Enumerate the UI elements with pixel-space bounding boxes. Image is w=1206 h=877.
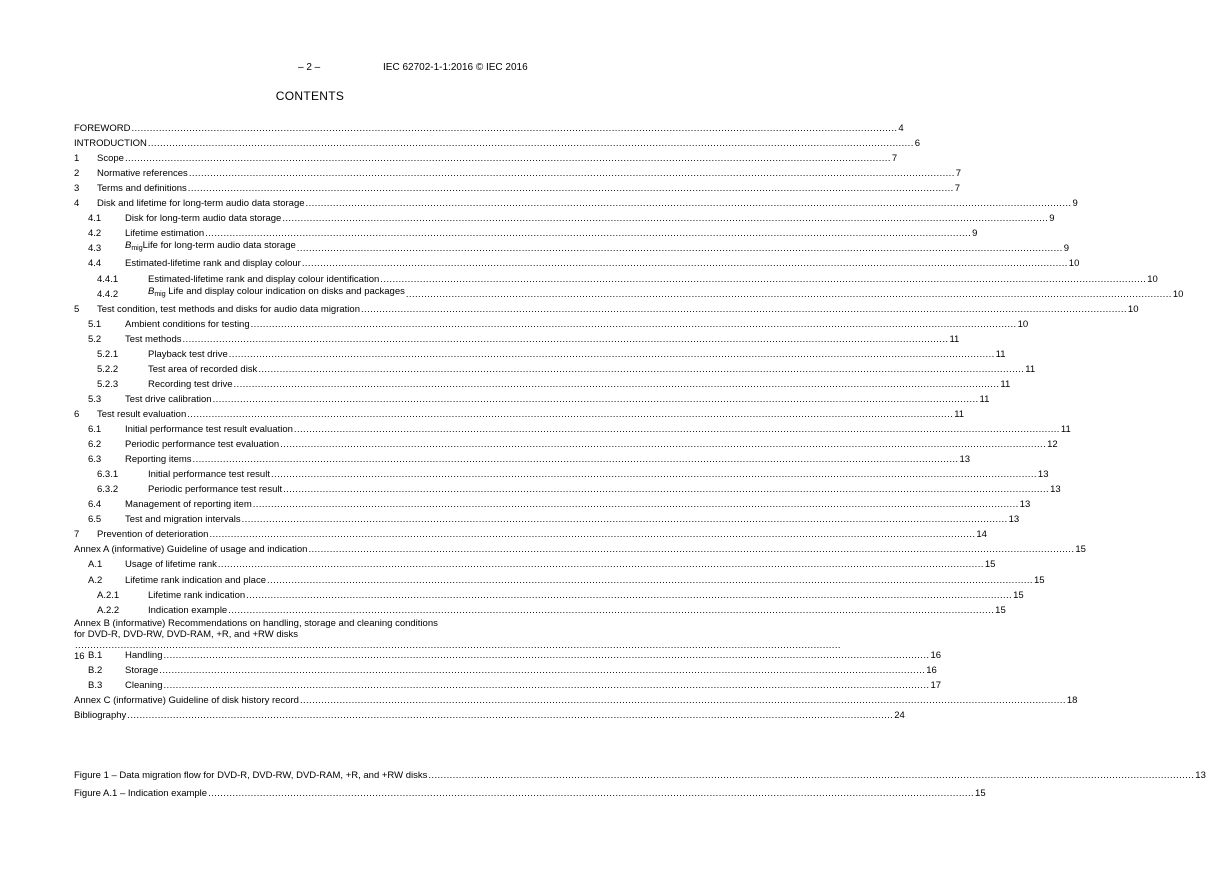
toc-entry[interactable]	[74, 362, 1036, 375]
leader-dots	[213, 394, 979, 405]
toc-entry-page: 11	[954, 408, 965, 420]
toc-entry[interactable]	[74, 573, 1045, 586]
leader-dots	[428, 770, 1194, 781]
leader-dots	[253, 499, 1019, 510]
toc-entry-page: 13	[1050, 484, 1061, 496]
toc-entry-number: B.3	[88, 679, 103, 691]
leader-dots	[300, 695, 1066, 706]
toc-entry-page: 11	[949, 333, 960, 345]
leader-dots	[271, 469, 1037, 480]
toc-entry-title-line2: for DVD-R, DVD-RW, DVD-RAM, +R, and +RW disks	[74, 628, 298, 640]
toc-entry-title: Annex C (informative) Guideline of disk history record	[74, 694, 299, 706]
symbol-b-mig: $B_{mig}$	[125, 240, 143, 253]
toc-entry-number: A.2.2	[97, 604, 120, 616]
toc-entry[interactable]	[74, 557, 996, 571]
toc-entry-page: 11	[979, 393, 990, 405]
symbol-b-mig: $B_{mig}$	[148, 285, 166, 298]
toc-entry-page: 17	[930, 679, 942, 691]
figure-entry[interactable]	[74, 786, 986, 799]
toc-entry[interactable]	[74, 256, 1080, 270]
toc-entry-page: 7	[954, 183, 961, 195]
leader-dots	[308, 544, 1074, 555]
toc-entry-title: Lifetime rank indication and place	[125, 574, 267, 586]
toc-entry-title: FOREWORD	[74, 123, 131, 134]
leader-dots	[233, 379, 999, 390]
leader-dots	[280, 439, 1046, 450]
toc-entry[interactable]	[74, 285, 1184, 300]
figure-entry-title: Figure 1 – Data migration flow for DVD-R, DVD-RW, DVD-RAM, +R, and +RW disks	[74, 770, 428, 781]
toc-entry-page: 10	[1127, 303, 1139, 315]
toc-entry[interactable]	[74, 542, 1086, 556]
leader-dots	[208, 788, 974, 799]
leader-dots	[406, 289, 1172, 300]
toc-entry[interactable]	[74, 663, 937, 676]
toc-entry-page: 24	[894, 709, 905, 721]
page-title: CONTENTS	[275, 89, 345, 103]
header-page-number: – 2 –	[298, 62, 321, 73]
leader-dots	[246, 590, 1012, 601]
toc-entry-title: Periodic performance test result	[148, 484, 283, 496]
toc-entry[interactable]	[74, 452, 971, 466]
toc-entry-title: Prevention of deterioration	[97, 529, 209, 541]
toc-entry-page: 11	[1025, 363, 1036, 375]
toc-entry[interactable]	[74, 136, 921, 150]
toc-entry-page: 18	[1066, 694, 1078, 706]
toc-entry-page: 9	[1072, 198, 1078, 210]
toc-entry-title: Test methods	[125, 333, 182, 345]
toc-entry-title: Reporting items	[125, 454, 192, 466]
toc-entry-page: 9	[972, 228, 978, 240]
leader-dots	[294, 424, 1060, 435]
leader-dots	[251, 319, 1017, 330]
toc-entry-title: Recording test drive	[148, 378, 233, 390]
toc-entry[interactable]	[74, 648, 942, 661]
toc-entry[interactable]	[74, 302, 1139, 315]
toc-entry-number: 4.3	[88, 243, 102, 255]
toc-entry-number: 4.1	[88, 213, 102, 225]
leader-dots	[164, 650, 930, 661]
toc-entry-title: Test condition, test methods and disks for audio data migration	[97, 303, 360, 315]
symbol-subscript: mig	[131, 245, 143, 253]
toc-entry-page: 13	[1037, 469, 1049, 481]
toc-entry[interactable]	[74, 121, 904, 134]
toc-entry-title-line1: Annex B (informative) Recommendations on handling, storage and cleaning conditions	[74, 617, 438, 629]
toc-entry[interactable]	[74, 211, 1055, 225]
toc-entry[interactable]	[74, 226, 978, 240]
toc-entry-number: 5.3	[88, 393, 102, 405]
toc-entry[interactable]	[74, 437, 1058, 451]
leader-dots	[283, 484, 1049, 495]
toc-entry-title: Annex A (informative) Guideline of usage and indication	[74, 544, 308, 556]
toc-entry-page: 11	[995, 348, 1006, 360]
toc-entry-number: 6.1	[88, 424, 102, 435]
toc-entry[interactable]	[74, 603, 1006, 616]
toc-entry[interactable]	[74, 482, 1061, 496]
toc-entry-page: 13	[959, 454, 971, 466]
toc-entry-number: 4.4.1	[97, 273, 119, 285]
toc-entry[interactable]	[74, 317, 1029, 330]
toc-entry-number: 6.3	[88, 454, 102, 466]
toc-entry-title: Handling	[125, 649, 163, 661]
leader-dots	[229, 349, 995, 360]
toc-entry-number: 6.3.2	[97, 484, 119, 496]
toc-entry-title: Usage of lifetime rank	[125, 559, 217, 571]
leader-dots	[125, 153, 891, 164]
leader-dots	[361, 304, 1127, 315]
toc-entry-page: 16	[930, 649, 942, 661]
toc-entry[interactable]	[74, 708, 905, 721]
toc-entry-number: 5.2.1	[97, 348, 119, 360]
toc-entry-title: Test drive calibration	[125, 393, 212, 405]
leader-dots	[209, 529, 975, 540]
leader-dots	[282, 213, 1048, 224]
toc-entry-page: 14	[976, 529, 987, 541]
toc-entry-page: 12	[1047, 439, 1058, 451]
toc-entry-title: Disk and lifetime for long-term audio data storage	[97, 198, 305, 210]
toc-entry-number: 6	[74, 408, 80, 420]
toc-entry-number: 7	[74, 529, 80, 541]
toc-entry-number: 1	[74, 153, 80, 165]
toc-entry-title: Terms and definitions	[97, 183, 187, 195]
leader-dots	[127, 710, 893, 721]
toc-entry[interactable]	[74, 392, 990, 405]
leader-dots	[306, 198, 1072, 209]
toc-entry-title: Test area of recorded disk	[148, 363, 258, 375]
leader-dots	[267, 575, 1033, 586]
leader-dots	[218, 559, 984, 570]
toc-entry[interactable]	[74, 497, 1031, 511]
toc-entry-title: Playback test drive	[148, 348, 228, 360]
toc-entry-number: 4.4.2	[97, 288, 119, 300]
toc-entry-page: 10	[1147, 273, 1158, 285]
toc-entry-title: Periodic performance test evaluation	[125, 439, 280, 451]
toc-entry-number: 6.2	[88, 439, 102, 451]
toc-entry-number: A.1	[88, 559, 103, 571]
toc-entry-title: Indication example	[148, 604, 228, 616]
toc-entry-page: 16	[74, 650, 85, 662]
leader-dots	[188, 183, 954, 194]
toc-entry-number: 6.3.1	[97, 469, 119, 481]
toc-entry-number: 5.2.2	[97, 363, 119, 375]
toc-entry-number: A.2	[88, 574, 103, 586]
figure-entry-page: 15	[975, 788, 986, 799]
toc-entry-page: 15	[1013, 589, 1024, 601]
figure-entry[interactable]	[74, 768, 1206, 781]
toc-entry-title: Management of reporting item	[125, 499, 252, 511]
toc-entry[interactable]	[74, 332, 960, 345]
leader-dots	[189, 168, 955, 179]
toc-entry[interactable]	[74, 588, 1024, 601]
toc-entry-number: 4.2	[88, 228, 102, 240]
toc-entry[interactable]	[74, 151, 898, 165]
toc-entry-page: 6	[914, 138, 921, 150]
toc-entry-page: 15	[984, 559, 996, 571]
toc-entry-title: Lifetime rank indication	[148, 589, 246, 601]
toc-entry-page: 4	[898, 123, 904, 134]
toc-entry-number: 6.5	[88, 514, 102, 526]
toc-entry-title: INTRODUCTION	[74, 138, 147, 150]
toc-entry-page: 7	[955, 168, 962, 180]
toc-entry-number: 5	[74, 303, 80, 315]
leader-dots	[228, 605, 994, 616]
toc-entry[interactable]	[74, 347, 1006, 360]
toc-entry-number: 5.2.3	[97, 378, 119, 390]
toc-entry-number: 3	[74, 183, 80, 195]
toc-entry-page: 11	[1060, 424, 1071, 435]
leader-dots	[148, 138, 914, 149]
toc-entry[interactable]	[74, 272, 1158, 285]
toc-entry-title: $B_{mig}$ Life and display colour indication on disks and packages	[148, 285, 405, 298]
toc-entry-title: Storage	[125, 664, 159, 676]
toc-entry-page: 7	[891, 153, 898, 165]
toc-entry[interactable]	[74, 527, 987, 541]
toc-entry-page: 15	[995, 604, 1006, 616]
toc-entry[interactable]	[74, 196, 1078, 210]
toc-entry-title: Lifetime estimation	[125, 228, 205, 240]
toc-entry-number: B.1	[88, 649, 103, 661]
toc-entry-title: Initial performance test result evaluation	[125, 424, 293, 435]
toc-entry-number: 4.4	[88, 258, 102, 270]
leader-dots	[242, 514, 1008, 525]
toc-entry[interactable]	[74, 377, 1011, 390]
toc-entry-page: 10	[1172, 288, 1184, 300]
leader-dots	[302, 258, 1068, 269]
toc-entry-title: $B_{mig}Life$ for long-term audio data storage	[125, 240, 296, 253]
leader-dots	[297, 243, 1063, 254]
toc-entry-title: Cleaning	[125, 679, 163, 691]
toc-entry-title: Ambient conditions for testing	[125, 318, 250, 330]
toc-entry-page: 10	[1017, 318, 1029, 330]
toc-entry-number: 2	[74, 168, 80, 180]
toc-entry[interactable]	[74, 166, 962, 180]
toc-entry-number: 5.2	[88, 333, 102, 345]
toc-entry-page: 16	[926, 664, 937, 676]
toc-entry-title: Estimated-lifetime rank and display colour	[125, 258, 301, 270]
toc-entry[interactable]	[74, 407, 965, 420]
leader-dots	[159, 665, 925, 676]
toc-entry[interactable]	[74, 678, 942, 691]
toc-entry-page: 15	[1033, 574, 1045, 586]
toc-entry[interactable]	[74, 512, 1020, 526]
toc-entry-number: 6.4	[88, 499, 102, 511]
toc-entry-page: 9	[1049, 213, 1055, 225]
figure-entry-page: 13	[1195, 770, 1206, 781]
toc-entry-title: Test result evaluation	[97, 408, 187, 420]
toc-entry-number: 5.1	[88, 318, 102, 330]
leader-dots	[258, 364, 1024, 375]
toc-entry-title: Estimated-lifetime rank and display colour identification	[148, 273, 380, 285]
toc-entry[interactable]	[74, 467, 1049, 481]
toc-entry-title: Initial performance test result	[148, 469, 270, 481]
toc-entry[interactable]	[74, 422, 1071, 435]
toc-entry-page: 10	[1068, 258, 1080, 270]
leader-dots	[164, 680, 930, 691]
toc-entry-page: 13	[1019, 499, 1031, 511]
toc-entry-page: 11	[1000, 378, 1011, 390]
toc-entry[interactable]	[74, 693, 1078, 706]
symbol-subscript: mig	[154, 290, 166, 298]
leader-dots	[131, 123, 897, 134]
toc-entry-page: 13	[1008, 514, 1020, 526]
leader-dots	[187, 409, 953, 420]
toc-entry-number: 4	[74, 198, 80, 210]
leader-dots	[205, 228, 971, 239]
leader-dots	[193, 454, 959, 465]
header-standard-id: IEC 62702-1-1:2016 © IEC 2016	[383, 62, 528, 73]
toc-entry[interactable]	[74, 240, 1070, 255]
toc-entry-number: A.2.1	[97, 589, 120, 601]
toc-entry-title: Normative references	[97, 168, 188, 180]
toc-entry-title: Scope	[97, 153, 124, 165]
toc-entry-page: 9	[1063, 243, 1070, 255]
toc-entry-number: B.2	[88, 664, 103, 676]
leader-dots	[380, 274, 1146, 285]
toc-entry[interactable]	[74, 181, 961, 195]
leader-dots	[183, 334, 949, 345]
toc-entry-title: Disk for long-term audio data storage	[125, 213, 282, 225]
toc-entry-title: Bibliography	[74, 709, 127, 721]
toc-entry-title: Test and migration intervals	[125, 514, 241, 526]
toc-entry-page: 15	[1075, 544, 1086, 556]
figure-entry-title: Figure A.1 – Indication example	[74, 788, 208, 799]
